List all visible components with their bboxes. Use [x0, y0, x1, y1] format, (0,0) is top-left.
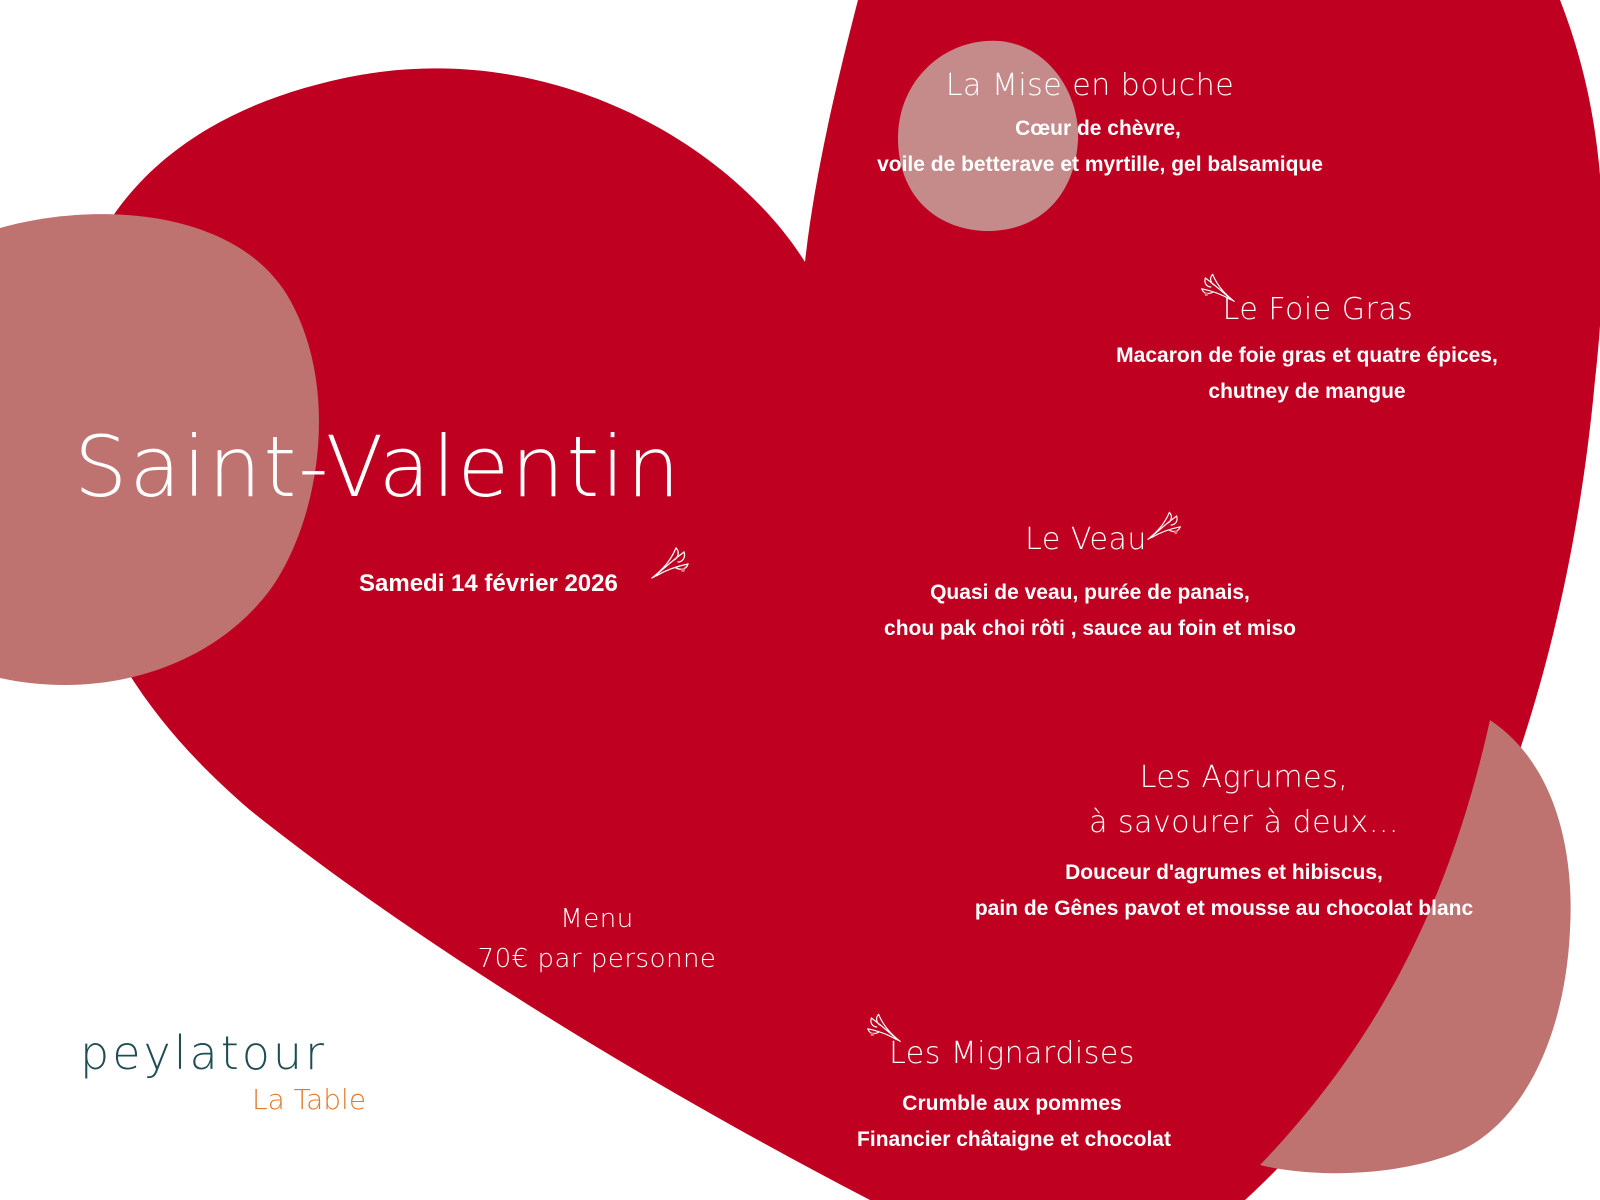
course-title: Les Mignardises [889, 1036, 1135, 1071]
course-desc-line: chou pak choi rôti , sauce au foin et miso [884, 617, 1296, 640]
floral-sprig-icon [650, 544, 690, 580]
course-desc-line: Quasi de veau, purée de panais, [930, 581, 1250, 604]
course-desc-line: Financier châtaigne et chocolat [857, 1128, 1171, 1151]
logo-name: peylatour [80, 1026, 327, 1080]
course-desc-line: chutney de mangue [1208, 380, 1406, 403]
course-desc-line: Douceur d'agrumes et hibiscus, [1065, 861, 1383, 884]
course-desc-line: pain de Gênes pavot et mousse au chocolat blanc [974, 897, 1474, 920]
course-title: Les Agrumes, [1139, 760, 1349, 795]
heart-shape [59, 0, 1600, 1200]
menu-price: 70€ par personne [477, 944, 717, 974]
course-title: à savourer à deux... [1089, 805, 1399, 840]
course-desc-line: Crumble aux pommes [902, 1092, 1122, 1115]
floral-sprig-icon [1146, 508, 1182, 542]
course-title: La Mise en bouche [945, 68, 1235, 103]
logo-subtitle: La Table [252, 1083, 367, 1116]
course-desc-line: Macaron de foie gras et quatre épices, [1116, 344, 1498, 367]
course-title: Le Foie Gras [1222, 292, 1414, 327]
page-title: Saint-Valentin [74, 418, 682, 516]
course-title: Le Veau [1025, 522, 1147, 557]
course-desc-line: Cœur de chèvre, [1015, 117, 1181, 140]
course-desc-line: voile de betterave et myrtille, gel balsamique [877, 153, 1323, 176]
menu-label: Menu [560, 904, 634, 934]
event-date: Samedi 14 février 2026 [359, 570, 618, 597]
